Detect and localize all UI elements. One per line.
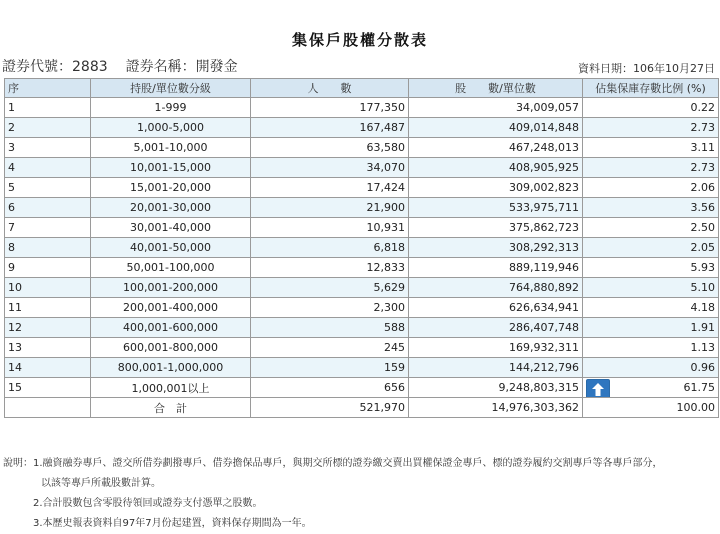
- row-holders: 34,070: [251, 158, 409, 178]
- table-row: [5, 178, 719, 198]
- row-index: 12: [5, 318, 91, 338]
- total-shares: 14,976,303,362: [409, 398, 583, 418]
- row-index: 9: [5, 258, 91, 278]
- row-holders: 21,900: [251, 198, 409, 218]
- row-shares: 34,009,057: [409, 98, 583, 118]
- row-holders: 656: [251, 378, 409, 398]
- table-row: [5, 218, 719, 238]
- row-percent: 3.56: [583, 198, 719, 218]
- table-row: [5, 378, 719, 398]
- row-index: 6: [5, 198, 91, 218]
- row-shares: 408,905,925: [409, 158, 583, 178]
- row-index: 4: [5, 158, 91, 178]
- row-percent: 2.73: [583, 158, 719, 178]
- row-shares: 375,862,723: [409, 218, 583, 238]
- row-holders: 177,350: [251, 98, 409, 118]
- row-holders: 588: [251, 318, 409, 338]
- row-shares: 9,248,803,315: [409, 378, 583, 398]
- row-level: 1-999: [91, 98, 251, 118]
- total-row: [5, 398, 719, 418]
- table-row: [5, 358, 719, 378]
- up-arrow-icon[interactable]: [586, 379, 610, 398]
- row-percent: 61.75: [583, 378, 719, 398]
- table-row: [5, 118, 719, 138]
- row-index: 1: [5, 98, 91, 118]
- row-index: 5: [5, 178, 91, 198]
- row-percent: 5.93: [583, 258, 719, 278]
- table-row: [5, 238, 719, 258]
- row-shares: 169,932,311: [409, 338, 583, 358]
- table-row: [5, 158, 719, 178]
- row-shares: 467,248,013: [409, 138, 583, 158]
- table-row: [5, 258, 719, 278]
- table-row: [5, 338, 719, 358]
- row-level: 1,000,001以上: [91, 378, 251, 398]
- row-percent: 2.05: [583, 238, 719, 258]
- security-code: 2883: [72, 59, 108, 75]
- row-percent: 2.50: [583, 218, 719, 238]
- row-index: 11: [5, 298, 91, 318]
- row-shares: 144,212,796: [409, 358, 583, 378]
- note-1: 說明：1.融資融券專戶、證交所借券劃撥專戶、借券擔保品專戶，與期交所標的證券繳交賣出買權保證金專戶、標的證券履約交割專戶等各專戶部分，: [3, 458, 663, 469]
- row-index: 8: [5, 238, 91, 258]
- row-holders: 245: [251, 338, 409, 358]
- row-level: 30,001-40,000: [91, 218, 251, 238]
- row-percent: 2.73: [583, 118, 719, 138]
- row-percent: 1.13: [583, 338, 719, 358]
- security-info: [2, 56, 238, 76]
- row-index: 10: [5, 278, 91, 298]
- table-row: [5, 318, 719, 338]
- row-shares: 286,407,748: [409, 318, 583, 338]
- header-percent: 佔集保庫存數比例 (%): [583, 79, 719, 98]
- row-shares: 409,014,848: [409, 118, 583, 138]
- row-percent: 0.22: [583, 98, 719, 118]
- note-3: 3.本歷史報表資料自97年7月份起建置，資料保存期間為一年。: [33, 518, 312, 529]
- row-level: 15,001-20,000: [91, 178, 251, 198]
- row-level: 40,001-50,000: [91, 238, 251, 258]
- row-level: 800,001-1,000,000: [91, 358, 251, 378]
- row-holders: 17,424: [251, 178, 409, 198]
- row-shares: 533,975,711: [409, 198, 583, 218]
- row-level: 100,001-200,000: [91, 278, 251, 298]
- table-row: [5, 98, 719, 118]
- distribution-table: [4, 78, 719, 418]
- row-index: 15: [5, 378, 91, 398]
- row-index: 14: [5, 358, 91, 378]
- row-index: 3: [5, 138, 91, 158]
- row-level: 600,001-800,000: [91, 338, 251, 358]
- table-row: [5, 298, 719, 318]
- row-percent: 0.96: [583, 358, 719, 378]
- row-percent: 1.91: [583, 318, 719, 338]
- row-holders: 2,300: [251, 298, 409, 318]
- row-level: 200,001-400,000: [91, 298, 251, 318]
- header-index: 序: [5, 79, 91, 98]
- total-percent: 100.00: [583, 398, 719, 418]
- row-holders: 5,629: [251, 278, 409, 298]
- row-level: 5,001-10,000: [91, 138, 251, 158]
- row-level: 20,001-30,000: [91, 198, 251, 218]
- row-shares: 308,292,313: [409, 238, 583, 258]
- row-holders: 12,833: [251, 258, 409, 278]
- row-shares: 626,634,941: [409, 298, 583, 318]
- header-shares: 股 數/單位數: [409, 79, 583, 98]
- row-level: 400,001-600,000: [91, 318, 251, 338]
- row-level: 1,000-5,000: [91, 118, 251, 138]
- security-name: 開發金: [195, 59, 238, 75]
- notes: [3, 454, 663, 534]
- row-percent: 3.11: [583, 138, 719, 158]
- note-2: 2.合計股數包含零股待領回或證券支付憑單之股數。: [33, 498, 263, 509]
- table-row: [5, 138, 719, 158]
- row-holders: 6,818: [251, 238, 409, 258]
- row-holders: 159: [251, 358, 409, 378]
- data-date: 資料日期：106年10月27日: [578, 62, 715, 75]
- row-shares: 764,880,892: [409, 278, 583, 298]
- row-holders: 167,487: [251, 118, 409, 138]
- row-level: 50,001-100,000: [91, 258, 251, 278]
- row-shares: 889,119,946: [409, 258, 583, 278]
- row-holders: 63,580: [251, 138, 409, 158]
- page-title: 集保戶股權分散表: [291, 31, 428, 49]
- security-code-label: 證券代號：: [2, 59, 72, 75]
- row-shares: 309,002,823: [409, 178, 583, 198]
- table-header-row: [5, 79, 719, 98]
- total-index: [5, 398, 91, 418]
- row-level: 10,001-15,000: [91, 158, 251, 178]
- total-label: 合 計: [91, 398, 251, 418]
- row-percent: 5.10: [583, 278, 719, 298]
- row-index: 7: [5, 218, 91, 238]
- row-percent: 2.06: [583, 178, 719, 198]
- table-row: [5, 278, 719, 298]
- row-index: 2: [5, 118, 91, 138]
- row-index: 13: [5, 338, 91, 358]
- note-1-continued: 以該等專戶所載股數計算。: [41, 478, 161, 489]
- row-percent: 4.18: [583, 298, 719, 318]
- security-name-label: 證券名稱：: [125, 59, 196, 75]
- header-holders: 人 數: [251, 79, 409, 98]
- row-holders: 10,931: [251, 218, 409, 238]
- table-row: [5, 198, 719, 218]
- header-level: 持股/單位數分級: [91, 79, 251, 98]
- total-holders: 521,970: [251, 398, 409, 418]
